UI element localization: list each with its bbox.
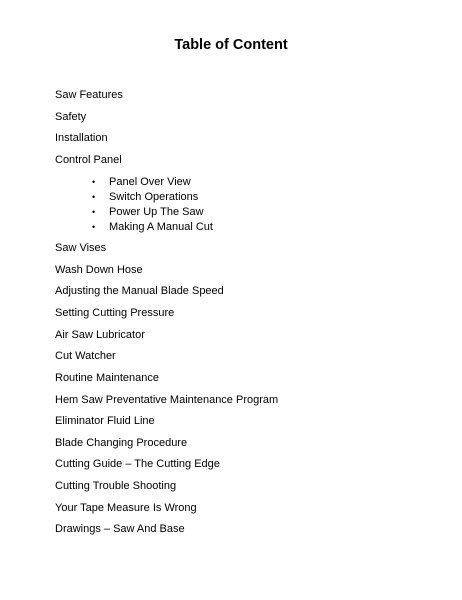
toc-entry: Safety bbox=[55, 111, 87, 123]
toc-subitem-label: Making A Manual Cut bbox=[109, 221, 213, 233]
toc-subitem bbox=[92, 220, 213, 234]
toc-entry: Cutting Guide – The Cutting Edge bbox=[55, 458, 220, 470]
toc-entry: Drawings – Saw And Base bbox=[55, 523, 185, 535]
toc-entry: Setting Cutting Pressure bbox=[55, 307, 175, 319]
toc-entry: Hem Saw Preventative Maintenance Program bbox=[55, 394, 279, 406]
page-title: Table of Content bbox=[174, 37, 288, 53]
toc-entry: Cutting Trouble Shooting bbox=[55, 480, 177, 492]
toc-entry: Installation bbox=[55, 132, 108, 144]
toc-entry: Wash Down Hose bbox=[55, 264, 143, 276]
toc-entry: Saw Features bbox=[55, 89, 123, 101]
toc-entry: Saw Vises bbox=[55, 242, 107, 254]
bullet-icon: • bbox=[92, 222, 96, 232]
bullet-icon: • bbox=[92, 177, 96, 187]
toc-entry: Cut Watcher bbox=[55, 350, 116, 362]
toc-entry: Air Saw Lubricator bbox=[55, 329, 145, 341]
toc-subitem bbox=[92, 190, 198, 204]
toc-entry: Routine Maintenance bbox=[55, 372, 159, 384]
toc-entry: Eliminator Fluid Line bbox=[55, 415, 155, 427]
bullet-icon: • bbox=[92, 192, 96, 202]
toc-entry: Adjusting the Manual Blade Speed bbox=[55, 285, 224, 297]
toc-entry: Control Panel bbox=[55, 154, 122, 166]
toc-subitem-label: Panel Over View bbox=[109, 176, 191, 188]
bullet-icon: • bbox=[92, 207, 96, 217]
toc-subitem-label: Power Up The Saw bbox=[109, 206, 204, 218]
toc-entry: Blade Changing Procedure bbox=[55, 437, 188, 449]
toc-subitem bbox=[92, 175, 191, 189]
toc-subitem bbox=[92, 205, 204, 219]
toc-entry: Your Tape Measure Is Wrong bbox=[55, 502, 197, 514]
toc-subitem-label: Switch Operations bbox=[109, 191, 199, 203]
